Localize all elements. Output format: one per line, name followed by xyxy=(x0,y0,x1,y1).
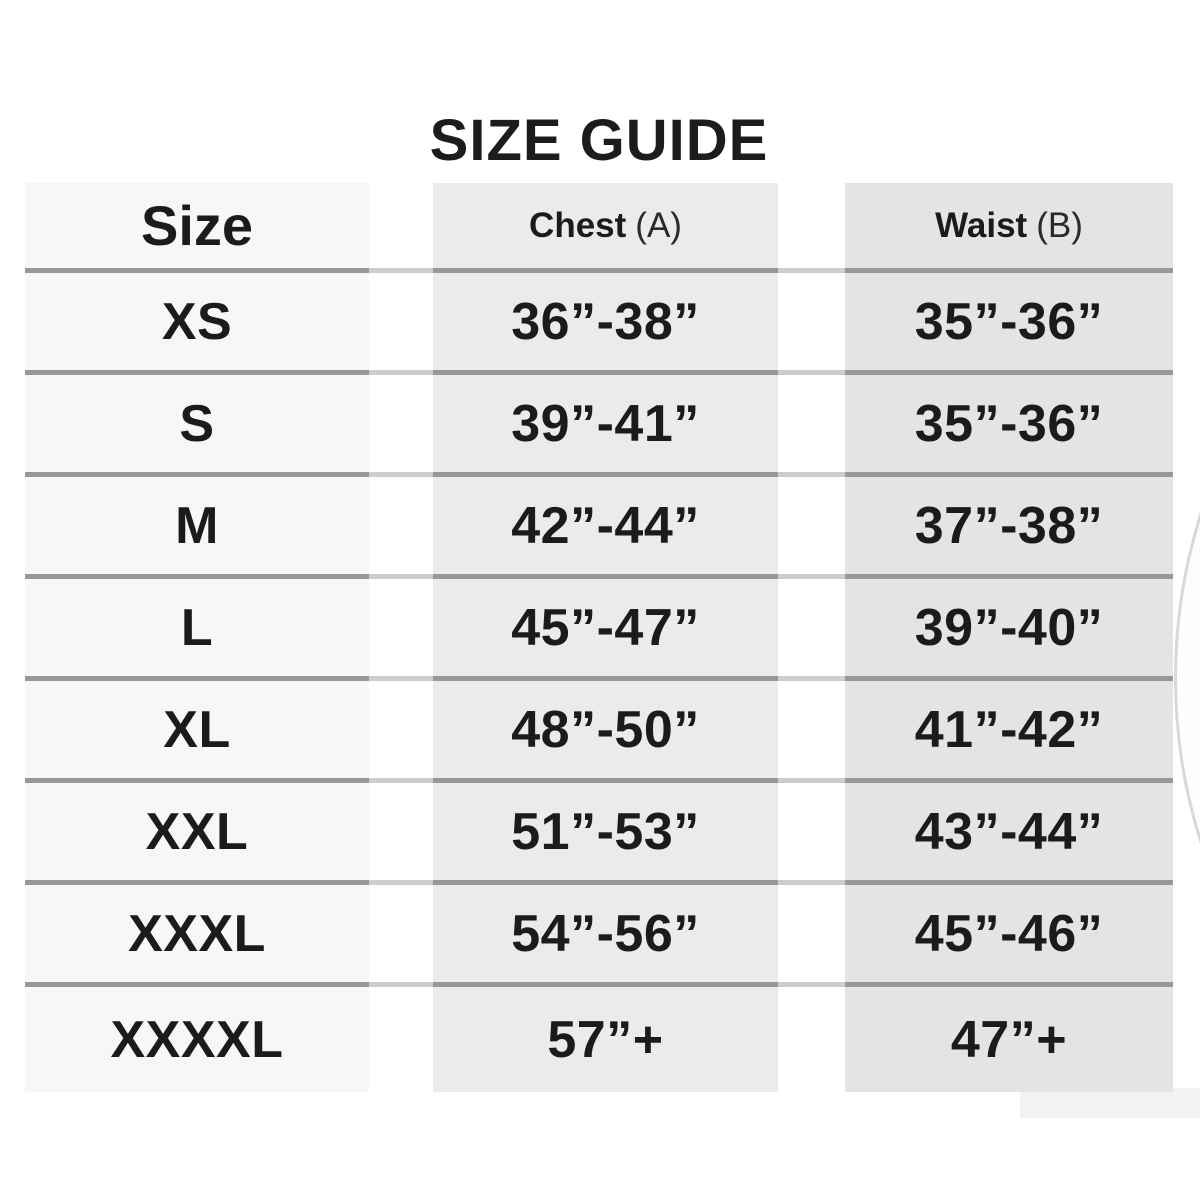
chest-cell: 54”-56” xyxy=(433,885,778,982)
table-body xyxy=(25,268,1173,1092)
size-cell: XL xyxy=(25,681,369,778)
column-gap xyxy=(778,681,845,778)
column-gap xyxy=(369,987,433,1092)
background-photo-remnant xyxy=(1020,1088,1200,1118)
header-chest xyxy=(433,183,778,268)
waist-cell: 35”-36” xyxy=(845,375,1173,472)
table-row xyxy=(25,375,1173,472)
table-row xyxy=(25,273,1173,370)
chest-cell: 39”-41” xyxy=(433,375,778,472)
page-title: SIZE GUIDE xyxy=(429,108,769,173)
table-row xyxy=(25,885,1173,982)
table-row xyxy=(25,681,1173,778)
waist-cell: 45”-46” xyxy=(845,885,1173,982)
table-row xyxy=(25,783,1173,880)
header-waist-label: Waist xyxy=(935,205,1028,245)
column-gap xyxy=(778,183,845,268)
size-cell: XXXXL xyxy=(25,987,369,1092)
header-chest-suffix: (A) xyxy=(635,205,682,245)
column-gap xyxy=(778,987,845,1092)
size-cell: M xyxy=(25,477,369,574)
column-gap xyxy=(778,273,845,370)
chest-cell: 57”+ xyxy=(433,987,778,1092)
background-product-photo-arc xyxy=(1174,135,1200,1200)
column-gap xyxy=(369,579,433,676)
chest-cell: 36”-38” xyxy=(433,273,778,370)
waist-cell: 47”+ xyxy=(845,987,1173,1092)
table-row xyxy=(25,987,1173,1092)
waist-cell: 35”-36” xyxy=(845,273,1173,370)
column-gap xyxy=(369,183,433,268)
column-gap xyxy=(369,477,433,574)
chest-cell: 51”-53” xyxy=(433,783,778,880)
chest-cell: 48”-50” xyxy=(433,681,778,778)
header-waist-suffix: (B) xyxy=(1036,205,1083,245)
table-header-row xyxy=(25,183,1173,268)
size-cell: S xyxy=(25,375,369,472)
column-gap xyxy=(369,273,433,370)
column-gap xyxy=(369,885,433,982)
column-gap xyxy=(778,579,845,676)
column-gap xyxy=(778,885,845,982)
column-gap xyxy=(369,375,433,472)
header-chest-label: Chest xyxy=(529,205,627,245)
column-gap xyxy=(778,783,845,880)
chest-cell: 45”-47” xyxy=(433,579,778,676)
table-row xyxy=(25,477,1173,574)
chest-cell: 42”-44” xyxy=(433,477,778,574)
column-gap xyxy=(369,681,433,778)
waist-cell: 41”-42” xyxy=(845,681,1173,778)
size-cell: XXXL xyxy=(25,885,369,982)
size-cell: XS xyxy=(25,273,369,370)
column-gap xyxy=(778,375,845,472)
waist-cell: 37”-38” xyxy=(845,477,1173,574)
waist-cell: 39”-40” xyxy=(845,579,1173,676)
waist-cell: 43”-44” xyxy=(845,783,1173,880)
header-size: Size xyxy=(25,183,369,268)
size-guide-table xyxy=(25,183,1173,1092)
size-cell: L xyxy=(25,579,369,676)
table-row xyxy=(25,579,1173,676)
column-gap xyxy=(369,783,433,880)
header-waist xyxy=(845,183,1173,268)
column-gap xyxy=(778,477,845,574)
size-cell: XXL xyxy=(25,783,369,880)
